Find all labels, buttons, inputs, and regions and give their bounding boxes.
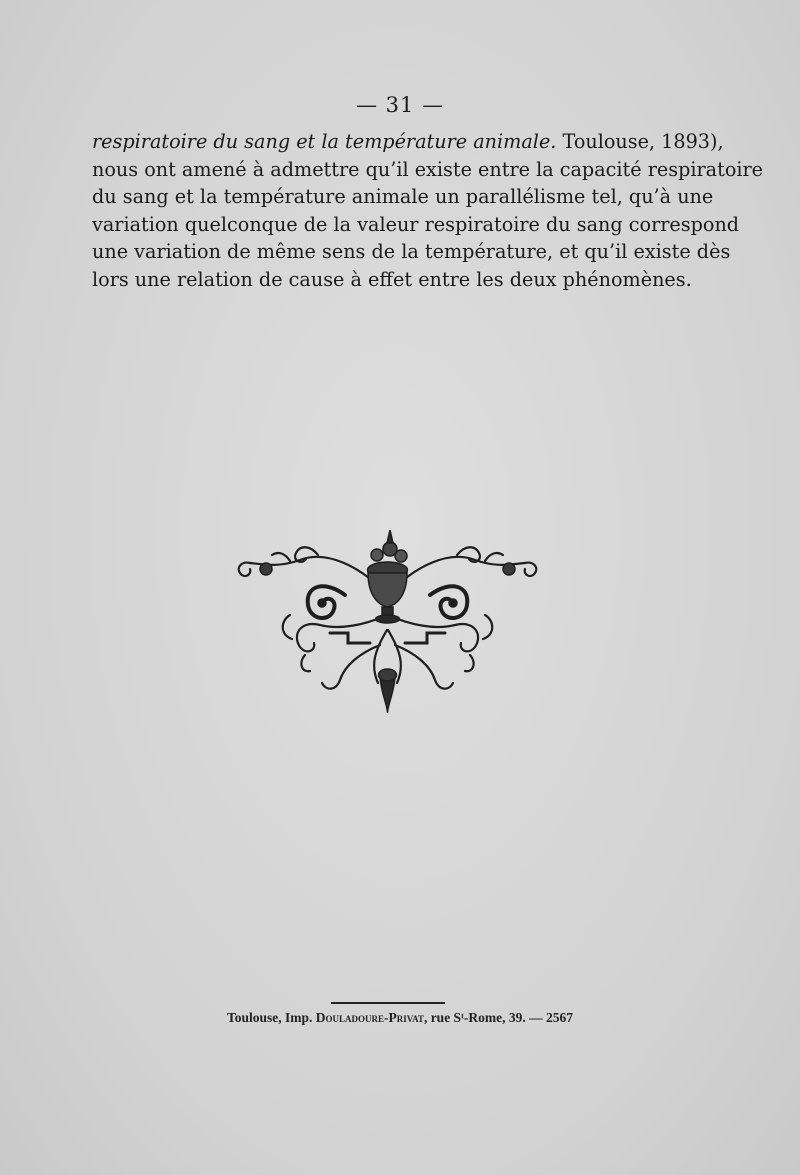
colophon-prefix: Toulouse, Imp. xyxy=(226,1010,316,1025)
text-line-4: variation quelconque de la valeur respiratoire du sang correspond xyxy=(92,212,740,236)
text-line-5: une variation de même sens de la température, et qu’il existe dès xyxy=(92,240,731,264)
citation: Toulouse, 1893), xyxy=(556,130,724,153)
text-line-2: nous ont amené à admettre qu’il existe entre la capacité respiratoire xyxy=(92,157,764,181)
ornament-vignette-icon xyxy=(230,525,545,720)
page-number: — 31 — xyxy=(355,93,445,117)
colophon-printer: Douladoure-Privat xyxy=(315,1010,424,1025)
printer-colophon xyxy=(0,1010,800,1026)
italic-title: respiratoire du sang et la température animale. xyxy=(92,130,557,153)
body-paragraph xyxy=(92,128,764,294)
footer-rule xyxy=(331,1002,445,1004)
text-line-6: lors une relation de cause à effet entre les deux phénomènes. xyxy=(92,267,692,291)
text-line-3: du sang et la température animale un parallélisme tel, qu’à une xyxy=(92,185,714,209)
text-line-1 xyxy=(92,128,724,156)
colophon-suffix: , rue Sᵗ-Rome, 39. — 2567 xyxy=(423,1010,574,1025)
